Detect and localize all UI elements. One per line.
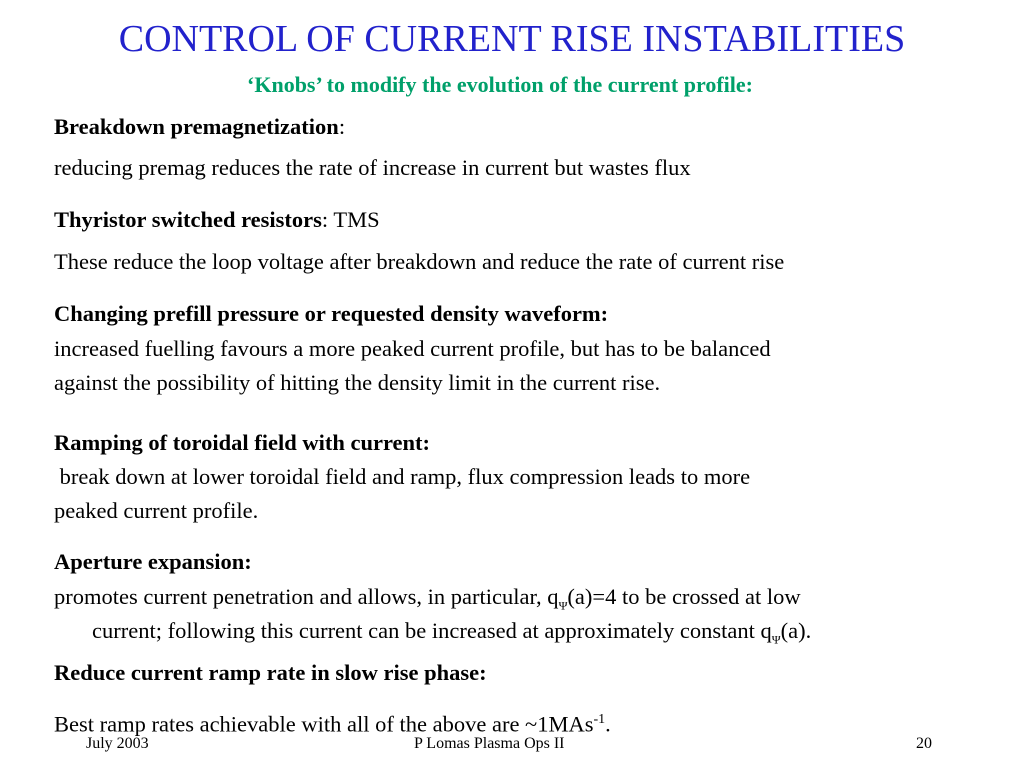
text-run: . xyxy=(605,711,611,737)
heading-suffix: : xyxy=(338,114,346,139)
heading-text: Breakdown premagnetization xyxy=(54,114,339,139)
footer-date: July 2003 xyxy=(86,735,149,752)
section-heading-toroidal: Ramping of toroidal field with current: xyxy=(54,430,431,455)
exponent: -1 xyxy=(593,712,606,727)
psi-subscript: Ψ xyxy=(558,598,568,613)
section-text-premagnetization: reducing premag reduces the rate of increase in current but wastes flux xyxy=(54,155,691,180)
heading-suffix: : TMS xyxy=(321,207,380,232)
section-heading-premagnetization xyxy=(54,110,1016,144)
section-heading-prefill: Changing prefill pressure or requested density waveform: xyxy=(54,301,609,326)
section-text-toroidal-line1: break down at lower toroidal field and ramp, flux compression leads to more xyxy=(54,464,751,489)
section-text-prefill-line1: increased fuelling favours a more peaked current profile, but has to be balanced xyxy=(54,336,771,361)
heading-text: Thyristor switched resistors xyxy=(54,207,322,232)
slide-subtitle: ‘Knobs’ to modify the evolution of the current profile: xyxy=(247,72,753,97)
page-number: 20 xyxy=(916,735,932,752)
psi-subscript: Ψ xyxy=(771,632,781,647)
section-heading-thyristor xyxy=(54,203,1016,237)
section-text-aperture-line2 xyxy=(54,614,1024,657)
section-heading-aperture: Aperture expansion: xyxy=(54,549,252,574)
text-run: (a). xyxy=(780,618,812,643)
text-run: current; following this current can be increased at approximately constant q xyxy=(92,618,772,643)
section-heading-ramp-rate: Reduce current ramp rate in slow rise phase: xyxy=(54,660,487,685)
footer-author: P Lomas Plasma Ops II xyxy=(414,735,565,752)
text-run: promotes current penetration and allows, in particular, q xyxy=(54,584,559,609)
text-run: (a)=4 to be crossed at low xyxy=(567,584,801,609)
slide-title: CONTROL OF CURRENT RISE INSTABILITIES xyxy=(118,18,906,60)
text-run: Best ramp rates achievable with all of the above are ~1MAs xyxy=(54,711,594,737)
section-text-toroidal-line2: peaked current profile. xyxy=(54,498,259,523)
section-text-prefill-line2: against the possibility of hitting the density limit in the current rise. xyxy=(54,370,661,395)
section-text-thyristor: These reduce the loop voltage after breakdown and reduce the rate of current rise xyxy=(54,249,785,274)
